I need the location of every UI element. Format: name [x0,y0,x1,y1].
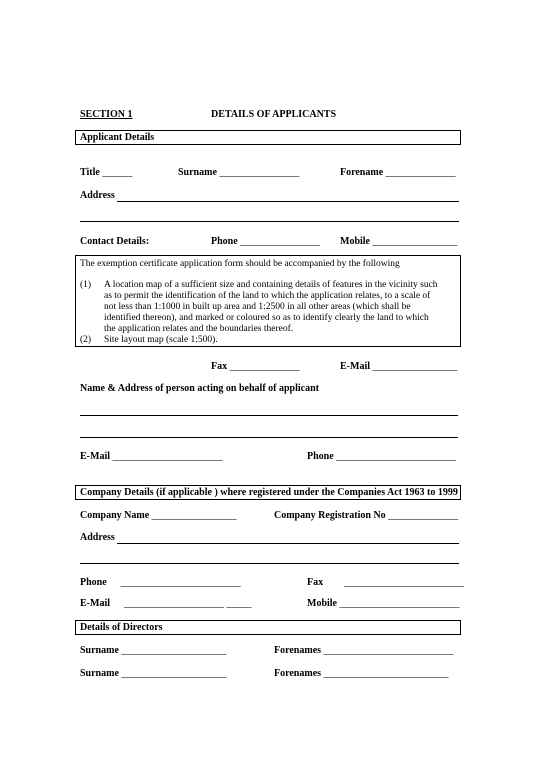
company-fax-line: ________________________ [344,577,465,588]
director-forenames-label: Forenames [274,668,322,679]
director-forenames-field[interactable] [274,645,454,657]
fax-field[interactable] [211,361,300,373]
contact-details-label: Contact Details: [80,236,150,247]
director-surname-field[interactable] [80,668,226,680]
section-number: SECTION 1 [80,109,133,120]
director-forenames-line: __________________________ [323,645,454,656]
notice-item1-line: A location map of a sufficient size and containing details of features in the vicinity such [104,280,438,290]
notice-item1-line: not less than 1:1000 in built up area and 1:2500 in all other areas (which shall be [104,302,411,312]
agent-email-line: ______________________ [112,451,223,462]
director-surname-line: _____________________ [121,668,227,679]
agent-email-label: E-Mail [80,451,110,462]
company-mobile-label: Mobile [307,598,337,609]
mobile-field[interactable] [340,236,458,248]
directors-heading-box [75,620,461,635]
company-address-line-2[interactable] [80,563,459,564]
forename-label: Forename [340,167,384,178]
director-surname-label: Surname [80,668,119,679]
address-label: Address [80,190,115,201]
agent-phone-field[interactable] [307,451,456,463]
company-phone-label: Phone [80,577,107,588]
director-forenames-field[interactable] [274,668,449,680]
director-surname-field[interactable] [80,645,226,657]
notice-item2-text: Site layout map (scale 1:500). [104,335,218,345]
fax-line: ______________ [229,361,300,372]
forename-line: ______________ [385,167,456,178]
applicant-details-heading-box [75,130,461,145]
title-line: ______ [102,167,133,178]
company-address-label: Address [80,532,115,543]
company-name-line: _________________ [151,510,237,521]
title-label: Title [80,167,100,178]
director-forenames-line: _________________________ [323,668,449,679]
phone-line: ________________ [240,236,321,247]
applicant-details-heading: Applicant Details [80,132,155,143]
mobile-line: _________________ [372,236,458,247]
company-name-field[interactable] [80,510,237,522]
agent-phone-line: ________________________ [336,451,457,462]
email-field[interactable] [340,361,458,373]
notice-item1-line: the application relates and the boundaries thereof. [104,324,294,334]
phone-field[interactable] [211,236,320,248]
company-fax-field[interactable] [307,577,464,589]
agent-address-line-1[interactable] [80,415,458,416]
company-details-heading: Company Details (if applicable ) where registered under the Companies Act 1963 to 1999 [80,487,458,498]
email-label: E-Mail [340,361,370,372]
company-phone-field[interactable] [80,577,241,589]
surname-field[interactable] [178,167,299,179]
company-fax-label: Fax [307,577,324,588]
notice-item1-number: (1) [80,280,92,290]
company-address-line-1[interactable] [117,543,459,544]
surname-line: ________________ [219,167,300,178]
address-line-1[interactable] [117,201,459,202]
agent-phone-label: Phone [307,451,334,462]
company-phone-line: ________________________ [120,577,241,588]
mobile-label: Mobile [340,236,370,247]
director-forenames-label: Forenames [274,645,322,656]
notice-item1-line: identified thereon), and marked or coloured so as to identify clearly the land to which [104,313,429,323]
section-title: DETAILS OF APPLICANTS [211,109,337,120]
address-line-2[interactable] [80,221,459,222]
notice-item2-number: (2) [80,335,92,345]
title-field[interactable] [80,167,132,179]
director-surname-label: Surname [80,645,119,656]
agent-email-field[interactable] [80,451,223,463]
company-details-heading-box [75,485,461,500]
agent-heading: Name & Address of person acting on behalf of applicant [80,383,319,394]
company-name-label: Company Name [80,510,150,521]
forename-field[interactable] [340,167,456,179]
company-email-line: ____________________ _____ [124,598,252,609]
company-registration-field[interactable] [274,510,458,522]
company-mobile-field[interactable] [307,598,460,610]
agent-address-line-2[interactable] [80,437,458,438]
email-line: _________________ [372,361,458,372]
company-email-label: E-Mail [80,598,110,609]
director-surname-line: _____________________ [121,645,227,656]
attachments-notice-box [75,255,461,347]
directors-heading: Details of Directors [80,622,163,633]
company-email-field[interactable] [80,598,252,610]
notice-item1-line: as to permit the identification of the land to which the application relates, to a scale of [104,291,431,301]
fax-label: Fax [211,361,228,372]
company-registration-line: ______________ [388,510,459,521]
company-mobile-line: ________________________ [339,598,460,609]
company-registration-label: Company Registration No [274,510,386,521]
phone-label: Phone [211,236,238,247]
surname-label: Surname [178,167,217,178]
notice-intro: The exemption certificate application form should be accompanied by the following [80,259,400,269]
